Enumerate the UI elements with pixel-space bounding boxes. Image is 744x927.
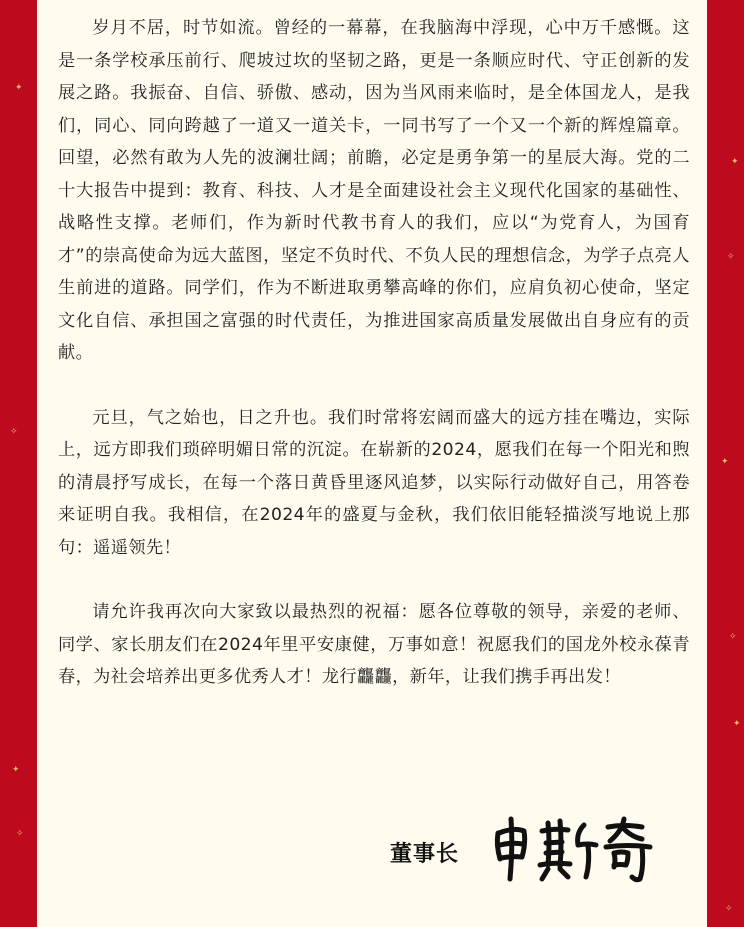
sparkle-icon: ✧ <box>10 427 18 437</box>
paragraph: 请允许我再次向大家致以最热烈的祝福：愿各位尊敬的领导，亲爱的老师、同学、家长朋友们在2024年里平安康健，万事如意！祝愿我们的国龙外校永葆青春，为社会培养出更多优秀人才！龙行龘龘，新年，让我们携手再出发！ <box>58 602 690 687</box>
signature-block <box>390 815 690 895</box>
sparkle-icon: ✦ <box>12 765 20 775</box>
signature-title: 董事长 <box>390 842 460 867</box>
sparkle-icon: ✦ <box>733 719 741 729</box>
sparkle-icon: ✦ <box>731 157 739 167</box>
sparkle-icon: ✧ <box>727 252 735 262</box>
paragraph: 元旦，气之始也，日之升也。我们时常将宏阔而盛大的远方挂在嘴边，实际上，远方即我们琐碎明媚日常的沉淀。在崭新的2024，愿我们在每一个阳光和煦的清晨抒写成长，在每一个落日黄昏里逐风追梦，以实际行动做好自己，用答卷来证明自我。我相信，在2024年的盛夏与金秋，我们依旧能轻描淡写地说上那句：遥遥领先！ <box>58 407 690 558</box>
sparkle-icon: ✦ <box>721 457 729 467</box>
sparkle-icon: ✦ <box>15 83 23 93</box>
right-red-border <box>707 0 744 927</box>
handwritten-signature <box>490 815 660 885</box>
left-red-border <box>0 0 37 927</box>
sparkle-icon: ✧ <box>725 904 733 914</box>
letter-body <box>58 12 690 694</box>
sparkle-icon: ✧ <box>729 632 737 642</box>
sparkle-icon: ✧ <box>16 829 24 839</box>
paragraph: 岁月不居，时节如流。曾经的一幕幕，在我脑海中浮现，心中万千感慨。这是一条学校承压前行、爬坡过坎的坚韧之路，更是一条顺应时代、守正创新的发展之路。我振奋、自信、骄傲、感动，因为当风雨来临时，是全体国龙人，是我们，同心、同向跨越了一道又一道关卡，一同书写了一个又一个新的辉煌篇章。回望，必然有敢为人先的波澜壮阔；前瞻，必定是勇争第一的星辰大海。党的二十大报告中提到：教育、科技、人才是全面建设社会主义现代化国家的基础性、战略性支撑。老师们，作为新时代教书育人的我们，应以“为党育人，为国育才”的崇高使命为远大蓝图，坚定不负时代、不负人民的理想信念，为学子点亮人生前进的道路。同学们，作为不断进取勇攀高峰的你们，应肩负初心使命，坚定文化自信、承担国之富强的时代责任，为推进国家高质量发展做出自身应有的贡献。 <box>58 18 690 363</box>
